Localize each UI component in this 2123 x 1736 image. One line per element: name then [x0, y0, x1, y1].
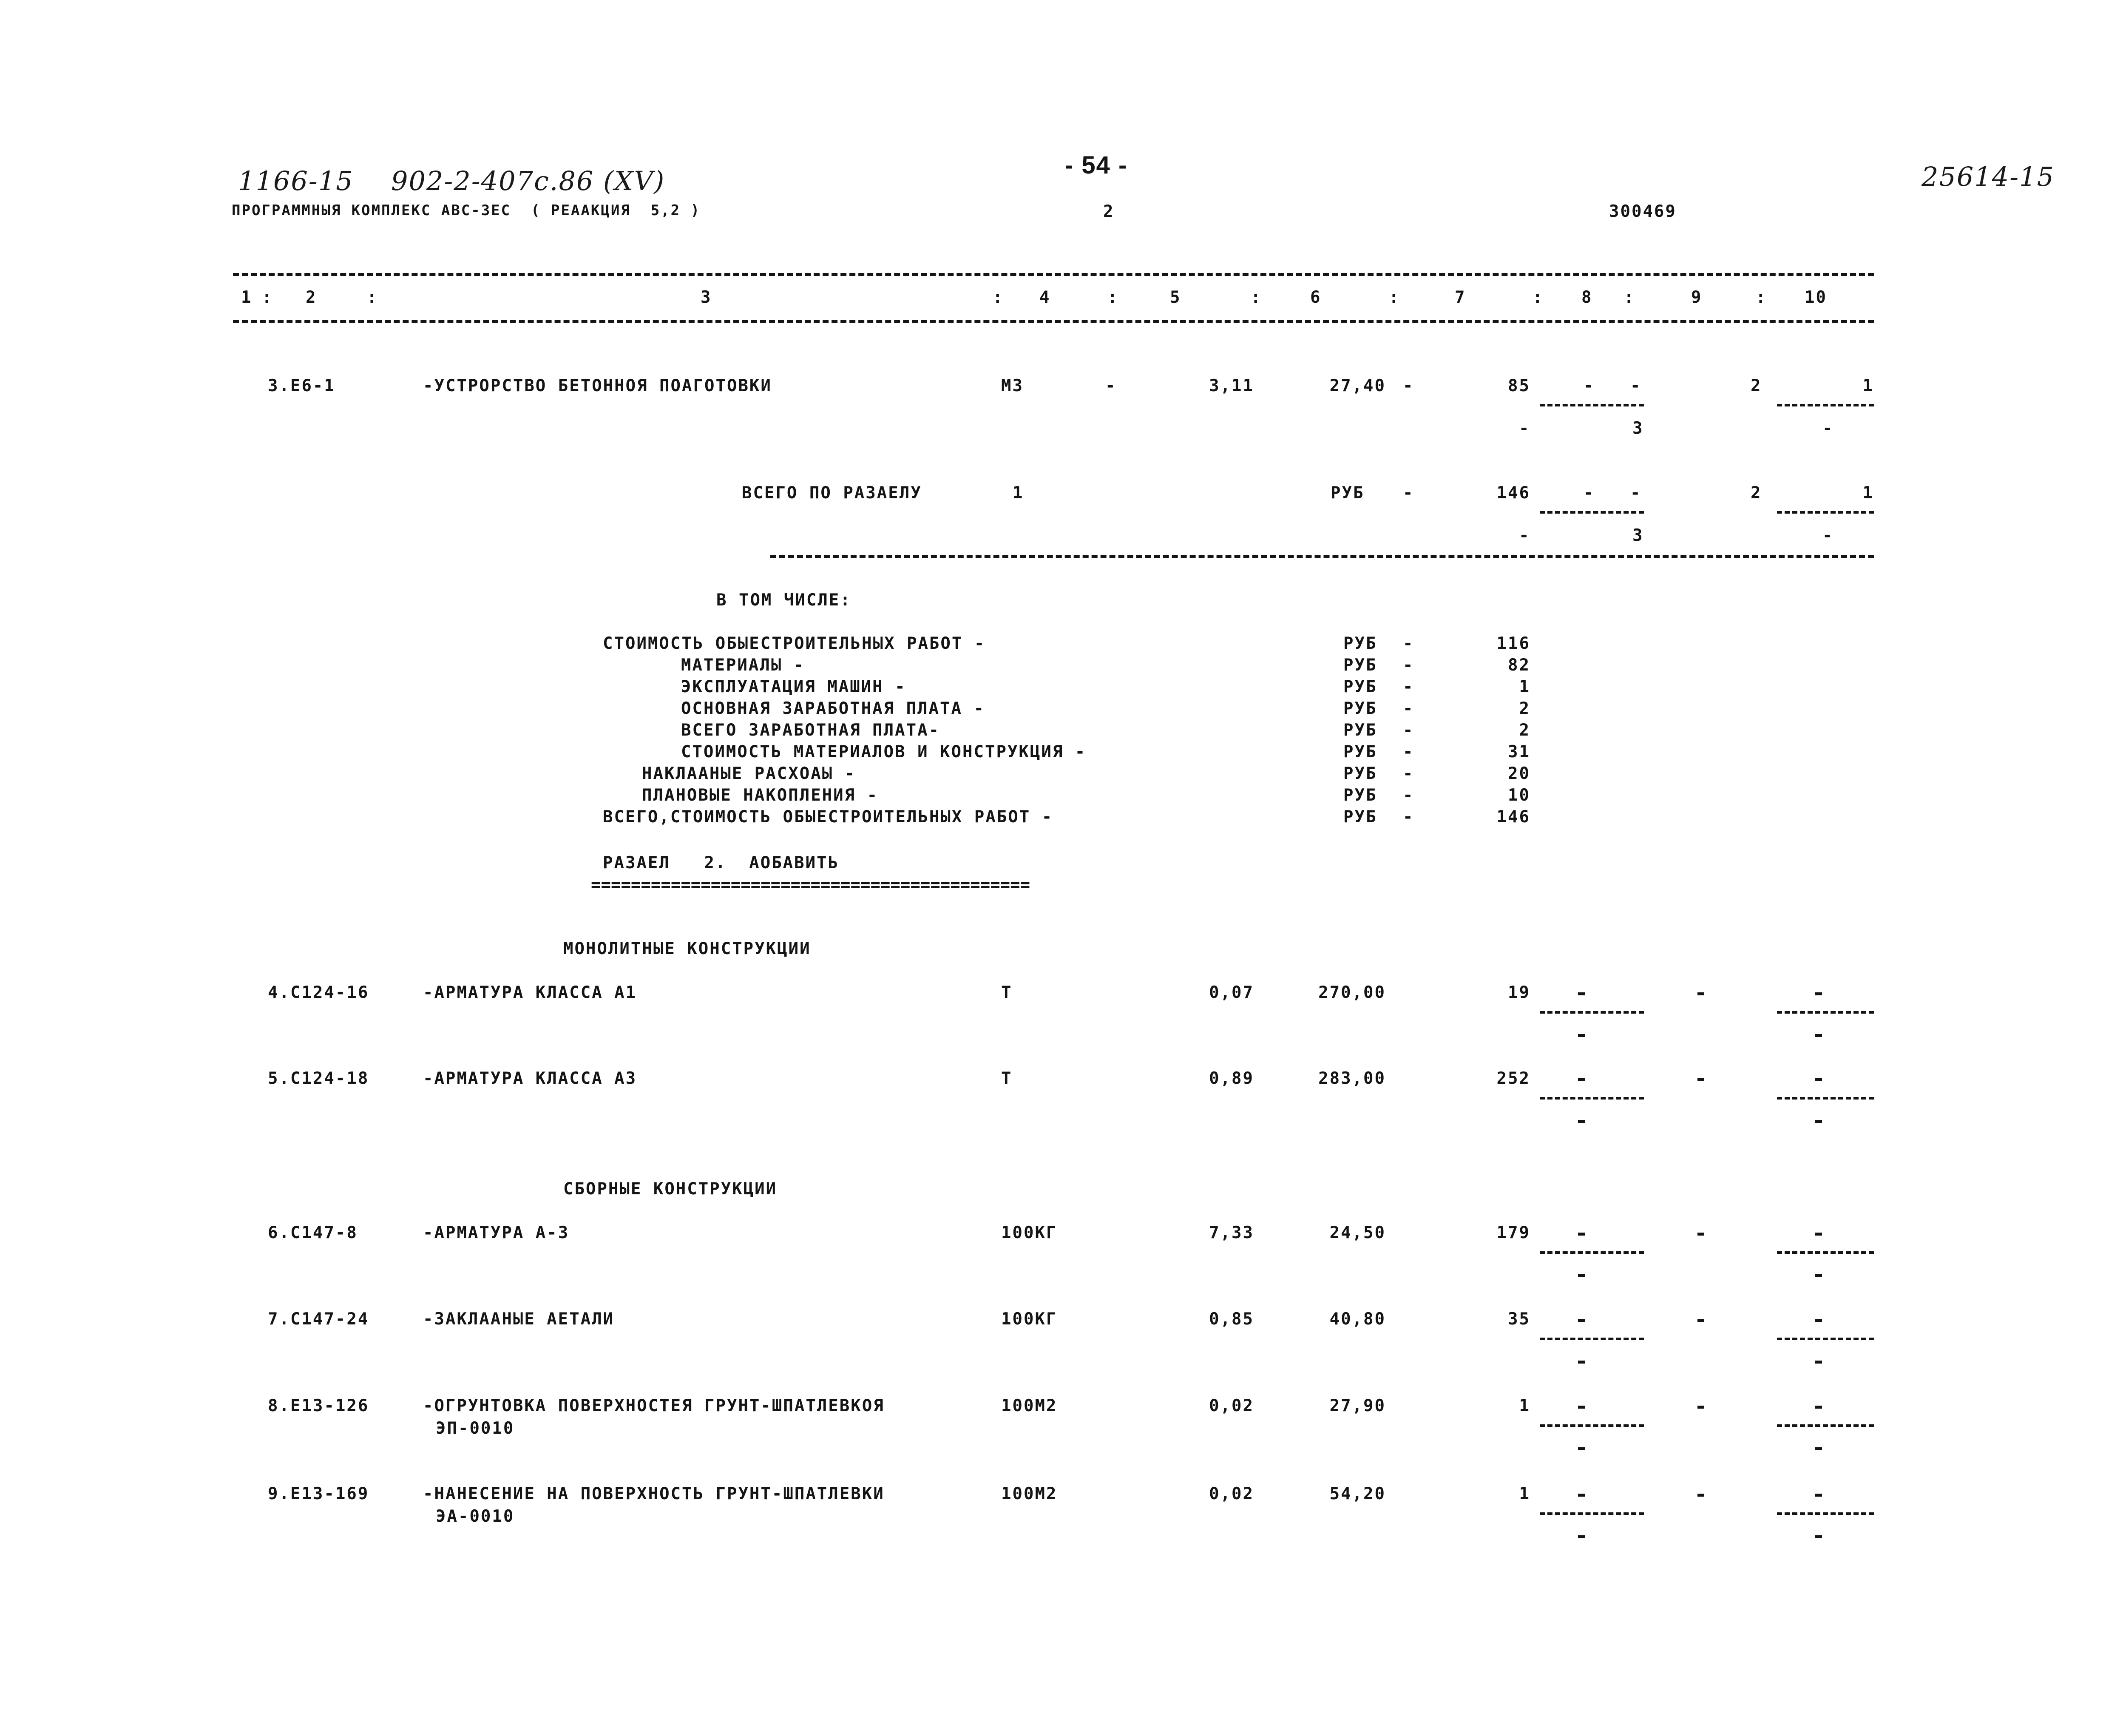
column-number: 6 [1310, 288, 1322, 307]
row-price: 27,90 [1329, 1396, 1386, 1415]
item-unit: РУБ [1343, 656, 1377, 675]
row-total: 1 [1519, 1484, 1530, 1503]
section2-title: РАЗАЕЛ 2. АОБАВИТЬ [603, 853, 840, 872]
row-dash: - [1519, 526, 1530, 545]
item-value: 1 [1519, 677, 1530, 696]
item-dash: - [1403, 634, 1414, 653]
placeholder-dash [1578, 992, 1585, 995]
row-name-continuation: ЭА-0010 [436, 1507, 515, 1526]
item-unit: РУБ [1343, 721, 1377, 740]
column-number: 10 [1805, 288, 1827, 307]
placeholder-dash [1697, 1078, 1704, 1081]
row-price: 283,00 [1318, 1069, 1386, 1088]
item-label: СТОИМОСТЬ МАТЕРИАЛОВ И КОНСТРУКЦИЯ - [681, 742, 1087, 761]
row-unit: МЗ [1001, 376, 1024, 395]
column-number: 7 [1455, 288, 1466, 307]
fraction-line [1540, 1512, 1644, 1515]
fraction-line [1540, 1251, 1644, 1254]
placeholder-dash [1578, 1361, 1585, 1364]
row-total: 179 [1496, 1223, 1530, 1242]
item-value: 116 [1496, 634, 1530, 653]
handwritten-doc-code: 1166-15 [238, 165, 354, 196]
section-total-col8: - [1584, 483, 1595, 503]
placeholder-dash [1815, 1034, 1822, 1037]
handwritten-project-code: 902-2-407с.86 (XV) [391, 165, 665, 196]
column-separator: : [993, 288, 1004, 307]
placeholder-dash [1815, 1494, 1822, 1497]
row-price: 27,40 [1329, 376, 1386, 395]
placeholder-dash [1578, 1233, 1585, 1236]
column-separator: : [1107, 288, 1119, 307]
placeholder-dash [1815, 1078, 1822, 1081]
row-unit: 100М2 [1001, 1484, 1058, 1503]
placeholder-dash [1578, 1078, 1585, 1081]
section-total-unit: РУБ [1331, 483, 1365, 503]
fraction-line [1777, 1512, 1874, 1515]
placeholder-dash [1815, 1319, 1822, 1322]
item-label: НАКЛААНЫЕ РАСХОАЫ - [642, 764, 856, 783]
row-name-continuation: ЭП-0010 [436, 1419, 515, 1438]
page-number: - 54 - [1065, 151, 1128, 179]
placeholder-dash [1578, 1406, 1585, 1409]
section-total-count: 1 [1013, 483, 1024, 503]
row-dash: - [1822, 526, 1834, 545]
row-price: 40,80 [1329, 1310, 1386, 1329]
placeholder-dash [1815, 1233, 1822, 1236]
row-price: 24,50 [1329, 1223, 1386, 1242]
item-unit: РУБ [1343, 807, 1377, 827]
item-value: 146 [1496, 807, 1530, 827]
column-separator: : [1389, 288, 1400, 307]
item-value: 20 [1508, 764, 1530, 783]
row-total: 85 [1508, 376, 1530, 395]
placeholder-dash [1815, 1535, 1822, 1538]
column-number: 8 [1581, 288, 1593, 307]
fraction-line [1777, 511, 1874, 514]
row-unit: Т [1001, 983, 1013, 1002]
row-dash: - [1105, 376, 1117, 395]
row-total: 252 [1496, 1069, 1530, 1088]
item-unit: РУБ [1343, 764, 1377, 783]
row-col10: 1 [1862, 376, 1874, 395]
row-code: 5.С124-18 [268, 1069, 369, 1088]
row-code: 6.С147-8 [268, 1223, 358, 1242]
column-number: 2 [306, 288, 317, 307]
item-dash: - [1403, 786, 1414, 805]
item-unit: РУБ [1343, 786, 1377, 805]
fraction-line [1777, 1097, 1874, 1100]
fraction-line [1540, 511, 1644, 514]
column-number: 5 [1170, 288, 1181, 307]
section-total-col8-low: 3 [1632, 526, 1644, 545]
header-sheet: 2 [1103, 202, 1115, 221]
item-label: ОСНОВНАЯ ЗАРАБОТНАЯ ПЛАТА - [681, 699, 985, 718]
fraction-line [1540, 404, 1644, 406]
section-total-label: ВСЕГО ПО РАЗАЕЛУ [742, 483, 922, 503]
placeholder-dash [1578, 1535, 1585, 1538]
column-separator: : [1756, 288, 1767, 307]
column-separator: : [367, 288, 378, 307]
item-label: СТОИМОСТЬ ОБЫЕСТРОИТЕЛЬНЫХ РАБОТ - [603, 634, 986, 653]
row-dash: - [1519, 419, 1530, 438]
item-dash: - [1403, 677, 1414, 696]
including-label: В ТОМ ЧИСЛЕ: [716, 591, 851, 610]
row-col9: 2 [1751, 376, 1762, 395]
section-rule [770, 555, 1874, 558]
item-unit: РУБ [1343, 634, 1377, 653]
placeholder-dash [1578, 1034, 1585, 1037]
handwritten-sheet-code: 25614-15 [1921, 161, 2055, 192]
placeholder-dash [1578, 1319, 1585, 1322]
item-label: ЭКСПЛУАТАЦИЯ МАШИН - [681, 677, 906, 696]
placeholder-dash [1697, 1494, 1704, 1497]
section2-underline: ============================================ [591, 875, 1030, 895]
item-unit: РУБ [1343, 699, 1377, 718]
fraction-line [1777, 404, 1874, 406]
placeholder-dash [1697, 1406, 1704, 1409]
fraction-line [1777, 1424, 1874, 1427]
fraction-line [1540, 1338, 1644, 1340]
row-total: 1 [1519, 1396, 1530, 1415]
item-value: 10 [1508, 786, 1530, 805]
header-code: 300469 [1609, 202, 1677, 221]
row-total: 35 [1508, 1310, 1530, 1329]
row-unit: Т [1001, 1069, 1013, 1088]
row-unit: 100КГ [1001, 1223, 1058, 1242]
fraction-line [1540, 1424, 1644, 1427]
program-header: ПРОГРАММНЫЯ КОМПЛЕКС АВС-3ЕС ( РЕААКЦИЯ 5,2 ) [232, 202, 701, 219]
placeholder-dash [1815, 1274, 1822, 1277]
fraction-line [1777, 1011, 1874, 1014]
placeholder-dash [1578, 1274, 1585, 1277]
column-number: 9 [1691, 288, 1703, 307]
section-total-value: 146 [1496, 483, 1530, 503]
row-qty: 0,89 [1209, 1069, 1254, 1088]
placeholder-dash [1578, 1120, 1585, 1123]
item-label: ВСЕГО,СТОИМОСТЬ ОБЫЕСТРОИТЕЛЬНЫХ РАБОТ - [603, 807, 1053, 827]
fraction-line [1777, 1338, 1874, 1340]
row-col8: - [1584, 376, 1595, 395]
placeholder-dash [1578, 1447, 1585, 1450]
row-name: -АРМАТУРА КЛАССА А1 [423, 983, 637, 1002]
row-name: -АРМАТУРА А-3 [423, 1223, 570, 1242]
row-dash: - [1630, 483, 1642, 503]
item-value: 31 [1508, 742, 1530, 761]
group-prefab: СБОРНЫЕ КОНСТРУКЦИИ [563, 1179, 778, 1199]
column-number: 3 [701, 288, 712, 307]
item-value: 2 [1519, 699, 1530, 718]
row-name: -ОГРУНТОВКА ПОВЕРХНОСТЕЯ ГРУНТ-ШПАТЛЕВКОЯ [423, 1396, 885, 1415]
placeholder-dash [1815, 1120, 1822, 1123]
row-code: 9.Е13-169 [268, 1484, 369, 1503]
placeholder-dash [1578, 1494, 1585, 1497]
placeholder-dash [1697, 1319, 1704, 1322]
row-qty: 0,07 [1209, 983, 1254, 1002]
row-name: -АРМАТУРА КЛАССА А3 [423, 1069, 637, 1088]
fraction-line [1540, 1097, 1644, 1100]
header-rule-bottom [233, 320, 1874, 323]
item-label: ВСЕГО ЗАРАБОТНАЯ ПЛАТА- [681, 721, 940, 740]
placeholder-dash [1815, 1406, 1822, 1409]
item-dash: - [1403, 699, 1414, 718]
item-label: МАТЕРИАЛЫ - [681, 656, 805, 675]
row-dash: - [1822, 419, 1834, 438]
column-separator: : [1251, 288, 1262, 307]
item-dash: - [1403, 742, 1414, 761]
section-total-col9: 2 [1751, 483, 1762, 503]
row-qty: 7,33 [1209, 1223, 1254, 1242]
item-value: 82 [1508, 656, 1530, 675]
item-dash: - [1403, 764, 1414, 783]
row-code: 4.С124-16 [268, 983, 369, 1002]
item-value: 2 [1519, 721, 1530, 740]
header-rule-top [233, 273, 1874, 276]
row-price: 54,20 [1329, 1484, 1386, 1503]
column-separator: : [1533, 288, 1544, 307]
row-dash: - [1630, 376, 1642, 395]
row-qty: 0,02 [1209, 1484, 1254, 1503]
column-number: 1 [241, 288, 253, 307]
placeholder-dash [1815, 1447, 1822, 1450]
item-dash: - [1403, 721, 1414, 740]
fraction-line [1777, 1251, 1874, 1254]
column-separator: : [262, 288, 273, 307]
row-code: 3.Е6-1 [268, 376, 335, 395]
row-name: -НАНЕСЕНИЕ НА ПОВЕРХНОСТЬ ГРУНТ-ШПАТЛЕВКИ [423, 1484, 885, 1503]
item-unit: РУБ [1343, 742, 1377, 761]
item-label: ПЛАНОВЫЕ НАКОПЛЕНИЯ - [642, 786, 879, 805]
section-total-col10: 1 [1862, 483, 1874, 503]
row-unit: 100М2 [1001, 1396, 1058, 1415]
placeholder-dash [1697, 992, 1704, 995]
row-col8-low: 3 [1632, 419, 1644, 438]
row-qty: 0,02 [1209, 1396, 1254, 1415]
row-total: 19 [1508, 983, 1530, 1002]
column-separator: : [1624, 288, 1635, 307]
placeholder-dash [1815, 1361, 1822, 1364]
row-qty: 3,11 [1209, 376, 1254, 395]
item-dash: - [1403, 807, 1414, 827]
row-qty: 0,85 [1209, 1310, 1254, 1329]
row-dash: - [1403, 483, 1414, 503]
row-unit: 100КГ [1001, 1310, 1058, 1329]
row-code: 8.Е13-126 [268, 1396, 369, 1415]
item-unit: РУБ [1343, 677, 1377, 696]
fraction-line [1540, 1011, 1644, 1014]
item-dash: - [1403, 656, 1414, 675]
row-code: 7.С147-24 [268, 1310, 369, 1329]
group-monolith: МОНОЛИТНЫЕ КОНСТРУКЦИИ [563, 939, 811, 958]
placeholder-dash [1697, 1233, 1704, 1236]
row-name: -УСТРОРСТВО БЕТОННОЯ ПОАГОТОВКИ [423, 376, 772, 395]
row-name: -ЗАКЛААНЫЕ АЕТАЛИ [423, 1310, 615, 1329]
row-price: 270,00 [1318, 983, 1386, 1002]
placeholder-dash [1815, 992, 1822, 995]
row-dash: - [1403, 376, 1414, 395]
column-number: 4 [1039, 288, 1051, 307]
